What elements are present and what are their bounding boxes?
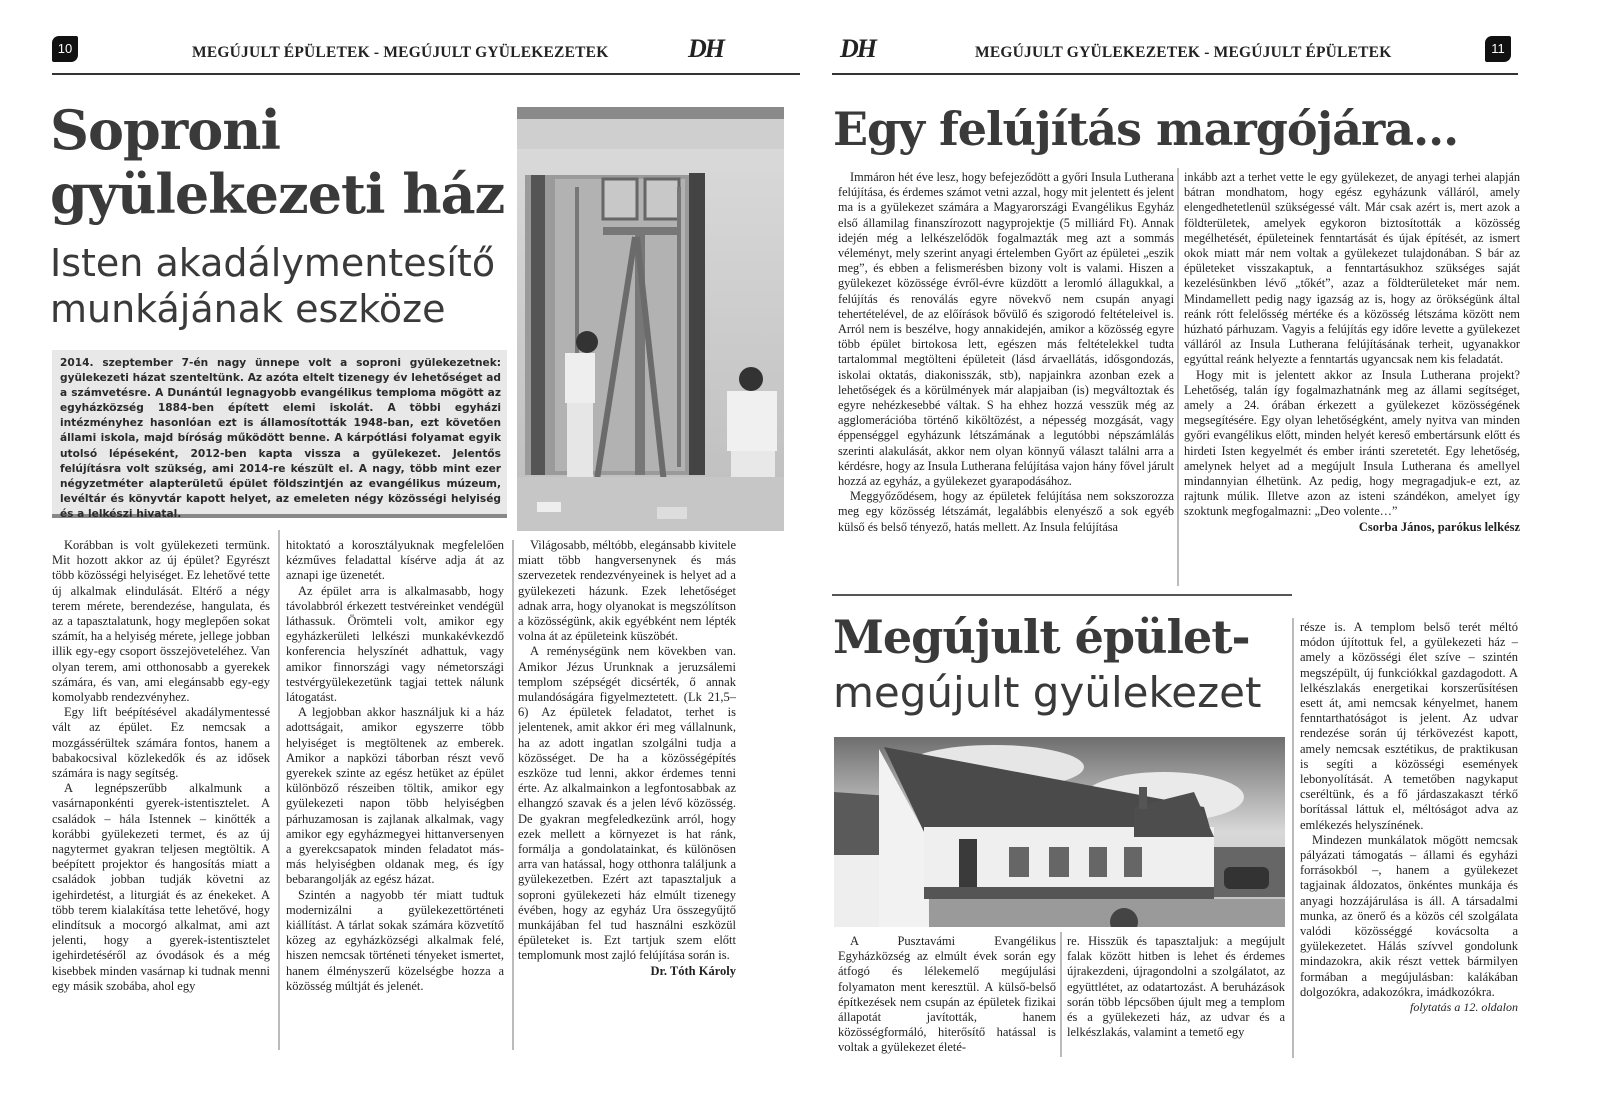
article-column-3 — [518, 538, 736, 1058]
paragraph: Az épület arra is alkalmasabb, hogy távolabbról érkezett testvéreinket vendégül láthassuk. Örömteli volt, amikor egy egyházkerületi lelkészi munkakévkezdő konferencia helyszínét adhattuk, vagy amikor finnországi vagy németországi testvérgyülekezetünk tagjai tettek nálunk látogatást. — [286, 583, 504, 705]
paragraph: hitoktató a korosztályuknak megfelelően kézműves feladattal kísérve adja át az aznapi ige üzenetét. — [286, 538, 504, 583]
article-subtitle-line: munkájának eszköze — [50, 287, 446, 331]
article-column-1 — [838, 170, 1174, 590]
running-head: MEGÚJULT GYÜLEKEZETEK - MEGÚJULT ÉPÜLETEK — [975, 44, 1392, 61]
paragraph: Egy lift beépítésével akadálymentessé vált az épület. Ez nemcsak a mozgássérültek számára fontos, hanem a babakocsival közlekedők és az idősek számára is nagy segítség. — [52, 705, 270, 781]
running-head: MEGÚJULT ÉPÜLETEK - MEGÚJULT GYÜLEKEZETEK — [192, 44, 609, 61]
article-column-2 — [286, 538, 504, 1058]
article-column-1 — [52, 538, 270, 1058]
column-rule — [1177, 168, 1179, 586]
right-page — [800, 0, 1600, 1120]
article-title: Megújult épület- — [833, 610, 1250, 664]
paragraph: re. Hisszük és tapasztaljuk: a megújult falak között hitben is lehet és érdemes újrakezdeni, újragondolni a szolgálatot, az együttlétet, az odatartozást. A beruházások során több lépcsőben újult meg a templom és a gyülekezeti ház, az udvar és a lelkészlakás, valamint a temető egy — [1067, 934, 1285, 1040]
paragraph: A Pusztavámi Evangélikus Egyházközség az elmúlt évek során egy átfogó és lélekemelő megújulási folyamaton ment keresztül. A külső-belső építkezések nem csupán az épületek fizikai állapotát javították, hanem közösségformáló, hiterősítő hatással is voltak a gyülekezet életé- — [838, 934, 1056, 1055]
paragraph: inkább azt a terhet vette le egy gyülekezet, de anyagi terhei alapján bátran mondhatom, hogy egész egyházunk válláról, amely elengedhetetlenül szükségessé vált. Már csak azért is, mert azok a földterületek, amelyek egykoron biztosították a közösség megélhetését, épületeinek fenntartását és újak építését, az ismert okok miatt már nem voltak a gyülekezet tulajdonában. S bár az épületeket visszakaptuk, a fenntartásukhoz szükséges saját kezelésünkben lévő „tőkét”, azaz a földterületeket már nem. Mindamellett pedig nagy igazság az is, hogy az örökségünk által reánk rótt felelősség mértéke és a közösség létszáma között nem húzható párhuzam. Vagyis a felújítás egy időre levette a gyülekezet válláról az Insula Lutherana felújításának terheit, ugyanakkor egyúttal reánk helyezte a fenntartás ugyancsak nem kis feladatát. — [1184, 170, 1520, 367]
paragraph: része is. A templom belső terét méltó módon újítottuk fel, a gyülekezeti ház – amely a közösségi élet szíve – szintén megszépült, új funkciókkal gazdagodott. A lelkészlakás energetikai korszerűsítésen esett át, ami nemcsak kényelmet, hanem fenntarthatóságot is jelent. Az udvar rendezése során új térkövezést kapott, amely nemcsak esztétikus, de praktikusan is segíti a közösségi események lebonyolítását. A temetőben nagykaput cseréltünk, és a fő járdaszakaszt térkő borítással láttuk el, méltóságot adva az emlékezés helyszínének. — [1300, 620, 1518, 832]
column-rule — [1060, 932, 1062, 1057]
paragraph: Mindezen munkálatok mögött nemcsak pályázati támogatás – állami és egyházi forrásokból –, hanem a gyülekezet tagjainak áldozatos, önkéntes munkája és anyagi hozzájárulása is áll. A társadalmi munka, az önerő és a közös cél szolgálata valódi közösséggé kovácsolta a gyülekezetet. Hálás szívvel gondolunk mindazokra, akik részt vettek bármilyen formában a megújulásban: kalákában dolgozókra, adakozókra, imádkozókra. — [1300, 832, 1518, 999]
page-number: 11 — [1485, 36, 1511, 62]
article-title: Egy felújítás margójára... — [833, 102, 1459, 156]
header-rule — [832, 73, 1518, 75]
paragraph: Világosabb, méltóbb, elegánsabb kivitele miatt több hangversenynek és más szervezetek rendezvényeinek is helyet ad a gyülekezeti házunk. Ezek lehetőséget adnak arra, hogy olyanokat is megszólítson a közösségünk, akik egyébként nem lépték volna át az épületeink küszöbét. — [518, 538, 736, 644]
dh-logo-icon: DH — [688, 34, 723, 63]
article-title-line: Soproni — [50, 98, 281, 162]
article-title-line: gyülekezeti ház — [50, 162, 505, 226]
article-subtitle: megújult gyülekezet — [833, 668, 1262, 717]
article-lead: 2014. szeptember 7-én nagy ünnepe volt a soproni gyülekezetnek: gyülekezeti házat szenteltünk. Az azóta eltelt tizenegy év lehetőséget ad a számvetésre. A Dunántúl legnagyobb evangélikus temploma mögött az egyházközség 1884-ben épített elemi iskolát. A többi egyházi intézményhez hasonlóan ezt is államosították 1948-ban, ezt követően állami iskola, majd bíróság működött benne. A kárpótlási folyamat egyik utolsó lépéseként, 2012-ben kapta vissza a gyülekezet. Jelentős felújításra volt szükség, ami 2014-re készült el. A nagy, több mint ezer négyzetméter alapterületű épület földszintjén az evangélikus múzeum, levéltár és könyvtár kapott helyet, az emeleten négy közösségi helyiség és a lelkészi hivatal. — [52, 350, 507, 518]
article-subtitle — [50, 240, 495, 332]
column-rule — [278, 530, 280, 1050]
article-title — [50, 98, 504, 226]
paragraph: Hogy mit is jelentett akkor az Insula Lutherana projekt? Lehetőség, talán így fogalmazhatnánk meg az állami segítséget, amely a 24. órában érkezett a gyülekezet közösségének megsegítésére. Egy olyan lehetőségként, amely nyitva van minden győri evangélikus előtt, minden helyét kereső embertársunk előtt és hirdeti Isten kegyelmét és ember iránti szeretetét. Egy lehetőség, amelynek helyet ad a megújult Insula Lutherana és amellyel mindannyian élhetünk. Az pedig, hogy megragadjuk-e ezt, az rajtunk múlik. Illetve azon az isteni szándékon, amelyet így szoktunk megfogalmazni: „Deo volente…” — [1184, 367, 1520, 519]
continuation-note[interactable]: folytatás a 12. oldalon — [1410, 1000, 1518, 1015]
author-signature: Csorba János, parókus lelkész — [1358, 519, 1520, 534]
author-signature: Dr. Tóth Károly — [650, 963, 736, 978]
paragraph: Meggyőződésem, hogy az épületek felújítása nem sokszorozza meg egy közösség létszámát, legalábbis elenyésző a sok egyéb külső és belső tényező, hatás mellett. Az Insula felújítása — [838, 489, 1174, 534]
page-number: 10 — [52, 36, 78, 62]
dh-logo-icon: DH — [840, 34, 875, 63]
paragraph: A legjobban akkor használjuk ki a ház adottságait, amikor egyszerre több helyiséget is megtöltenek az emberek. Amikor a napközi táborban részt vevő gyerekek szinte az egész hetüket az épület különböző részeiben töltik, amikor egy gyülekezeti napon több helyiségben párhuzamosan is zajlanak alkalmak, vagy amikor egy egyházmegyei hittanversenyen a gyerekcsapatok minden feladatot más-más helyiségben oldanak meg, és így bebarangolják az egész házat. — [286, 705, 504, 887]
column-rule — [1292, 618, 1294, 1058]
column-rule — [512, 540, 514, 1050]
photo-image — [517, 107, 784, 531]
paragraph: A legnépszerűbb alkalmunk a vasárnaponkénti gyerek-istentisztelet. A családok – hála Istennek – kinőtték a korábbi gyülekezeti termet, és az új nagytermet gyakran teljesen megtöltik. A beépített projektor és hangosítás miatt a családok jobban tudják követni az igehirdetést, a liturgiát és az énekeket. A több terem kialakítása tette lehetővé, hogy elindítsuk a mocorgó alkalmat, ami azt jelenti, hogy a gyerek-istentisztelet igehirdetéséről az óvodások és a még kisebbek minden vasárnap ki tudnak menni egy másik szobába, ahol egy — [52, 781, 270, 993]
header-rule — [52, 73, 800, 75]
parish-house-photo — [834, 737, 1285, 927]
article-column-1 — [838, 934, 1056, 1059]
article-subtitle-line: Isten akadálymentesítő — [50, 241, 496, 285]
photo-image — [834, 737, 1285, 927]
paragraph: A reménységünk nem kövekben van. Amikor Jézus Urunknak a jeruzsálemi templom szépségét dicsérték, ő annak mulandóságára figyelmeztetett. (Lk 21,5–6) Az épületek feladatot, terhet is jelentenek, amit akkor éri meg vállalnunk, ha az adott ingatlan szolgálni tudja a közösséget. De ha a közösségépítés eszköze tud lenni, akkor érdemes tenni érte. Az alkalmainkon a legfontosabbak az elhangzó szavak és a jelen lévő közösség. De gyakran megfeledkezünk arról, hogy ezek mellett a környezet is hat ránk, formálja a gondolatainkat, és különösen arra van hatással, hogy otthonra találjunk a gyülekezetben. Ezért azt tapasztaljuk a soproni gyülekezeti ház elmúlt tizenegy évében, hogy az egyház Ura összegyűjtő munkájában fel tud használni eszközül épületeket is. Ezt tartjuk szem előtt templomunk most zajló felújítása során is. — [518, 644, 736, 963]
section-rule — [832, 594, 1292, 596]
paragraph: Szintén a nagyobb tér miatt tudtuk modernizálni a gyülekezettörténeti kiállítást. A tárlat sokak számára közvetítő közeg az egyházközségi alkalmak felé, hiszen nemcsak történeti tényeket ismertet, hanem élményszerű közelségbe hozza a közösség múltját és jelenét. — [286, 887, 504, 993]
paragraph: Korábban is volt gyülekezeti termünk. Mit hozott akkor az új épület? Egyrészt több közösségi helyiséget. Ez lehetővé tette új alkalmak elindulását. Eltérő a négy terem mérete, berendezése, hangulata, és az a tapasztalatunk, hogy meglepően sokat számít, ha a helyiség mérete, jellege jobban illik egy-egy csoport összejöveteléhez. Van olyan terem, ami otthonosabb a gyerekek számára, és van, ami elegánsabb egy-egy komolyabb rendezvényhez. — [52, 538, 270, 705]
article-column-2 — [1067, 934, 1285, 1059]
paragraph: Immáron hét éve lesz, hogy befejeződött a győri Insula Lutherana felújítása, és érdemes számot vetni azzal, hogy mit jelentett és jelent ma is a gyülekezet számára a Magyarországi Evangélikus Egyház első államilag finanszírozott nagyprojektje (5 milliárd Ft). Annak idején még a lelkészelődök fogalmazták meg azt a sommás véleményt, mely szerint anyagi értelemben Győrt az épületei „eszik meg”, és ebben a felismerésben bizony volt is valami. Hiszen a gyülekezet közössége évről-évre küzdött a leromló állagukkal, a felújítás és renoválás egyre növekvő nem csupán anyagi tehertételével, de az előírások bővülő és szigorodó feltételeivel is. Arról nem is beszélve, hogy annakidején, amikor a közösség egyre több épület birtokosa lett, egészen más feltételekkel tudta tartalommal megtölteni épületeit (lásd árvaellátás, idősgondozás, iskolai oktatás, diakonisszák, stb), napjainkra azonban ezek a lehetőségek és a körülmények már alapjaiban (is) megváltoztak és egyre nehézkesebbé váltak. S ha ehhez hozzá vesszük még az agglomerációba történő kiköltözést, a népesség mozgását, vagy éppenséggel egyházunk létszámának a legutóbbi népszámlálás szerinti alakulását, akkor nem olyan könnyű választ találni arra a kérdésre, hogy az Insula Lutherana felújítása vajon hány fővel járult hozzá az egyház, a gyülekezet gyarapodásához. — [838, 170, 1174, 489]
article-column-2 — [1184, 170, 1520, 590]
workers-cross-photo — [517, 107, 784, 531]
article-column-3 — [1300, 620, 1518, 1060]
